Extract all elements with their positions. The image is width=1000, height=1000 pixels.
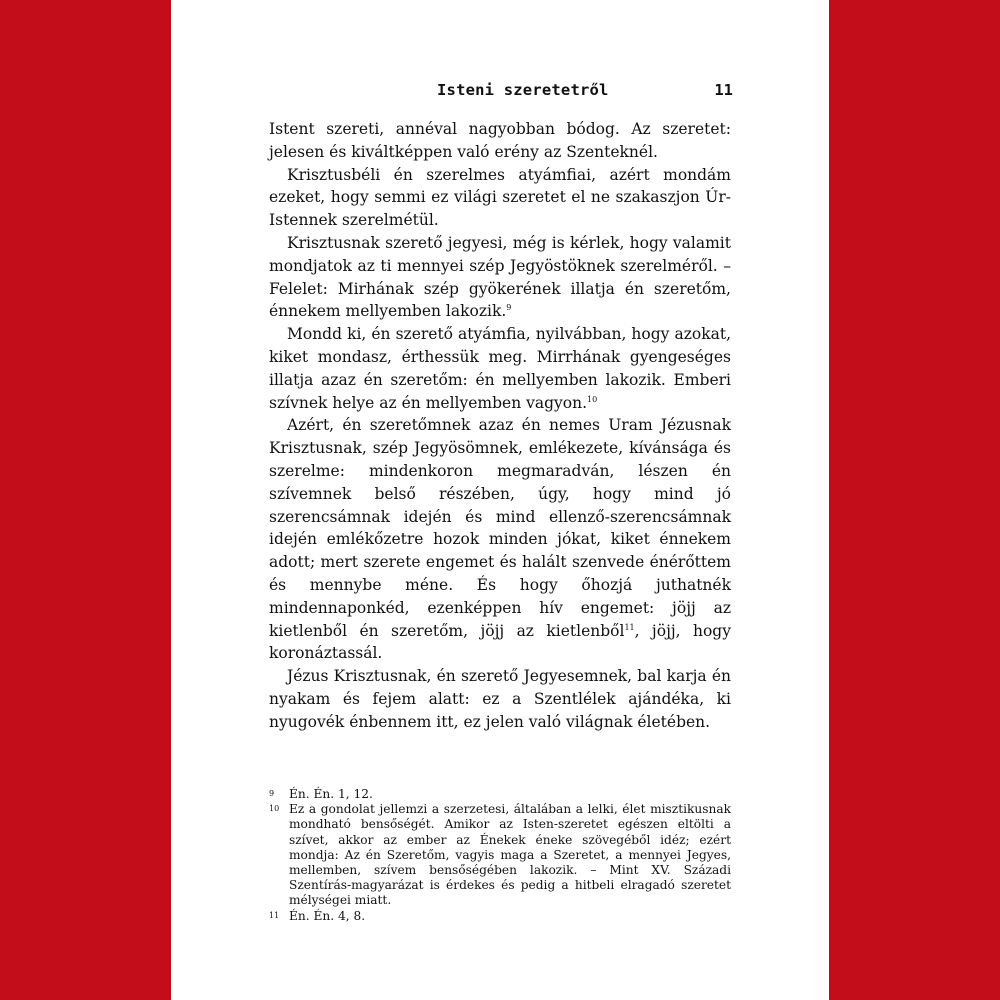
paragraph-text: Istent szereti, annéval nagyobban bódog. Az szeretet: jelesen és kiváltképpen való erény az Szenteknél. [269,120,731,161]
footnote-ref-11: 11 [624,622,635,632]
paragraph-text: Azért, én szeretőmnek azaz én nemes Uram Jézusnak Krisztusnak, szép Jegyösömnek, emlékezete, kívánsága és szerelme: mindenkoron megmaradván, lészen én szívemnek belső részében, úgy, hogy mind jó szerencsámnak idején és mind ellenző-szerencsámnak idején emlékőzetre hozok minden jókat, kiket énnekem adott; mert szerete engemet és halált szenvede énérőttem és mennybe méne. És hogy őhozjá juthatnék mindennaponkéd, ezenképpen hív engemet: jöjj az kietlenből én szeretőm, jöjj az kietlenből [269,416,731,640]
paragraph-2 [269,164,731,232]
page-number: 11 [714,81,733,99]
paragraph-6 [269,665,731,733]
footnote-9 [269,787,731,802]
paragraph-text: Mondd ki, én szerető atyámfia, nyilvábban, hogy azokat, kiket mondasz, érthessük meg. Mirrhának gyengeséges illatja azaz én szeretőm: én mellyemben lakozik. Emberi szívnek helye az én mellyemben vagyon. [269,325,731,412]
footnote-number: 11 [269,910,280,920]
paragraph-3 [269,232,731,323]
paragraph-text: Jézus Krisztusnak, én szerető Jegyesemnek, bal karja én nyakam és fejem alatt: ez a Szentlélek ajándéka, ki nyugovék énbennem itt, ez jelen való világnak életében. [269,667,731,731]
paragraph-5 [269,414,731,665]
footnote-text: Én. Én. 4, 8. [289,908,366,923]
footnote-text: Ez a gondolat jellemzi a szerzetesi, általában a lelki, élet misztikusnak mondható bensőségét. Amikor az Isten-szeretet egészen eltölti a szívet, akkor az ember az Énekek éneke szövegéből idéz; ezért mondja: Az én Szeretőm, vagyis maga a Szeretet, a mennyei Jegyes, mellemben, szívem bensőségében lakozik. – Mint XV. Századi Szentírás-magyarázat is érdekes és pedig a hitbeli elragadó szeretet mélységei miatt. [289,802,731,908]
footnote-text: Én. Én. 1, 12. [289,787,373,801]
paragraph-4 [269,323,731,414]
footnote-11 [269,909,731,924]
body-text [269,118,731,734]
footnotes [269,787,731,924]
paragraph-text: Krisztusnak szerető jegyesi, még is kérlek, hogy valamit mondjatok az ti mennyei szép Jegyöstöknek szerelméről. – Felelet: Mirhának szép gyökerének illatja én szeretőm, énnekem mellyemben lakozik. [269,233,731,321]
paragraph-text: Krisztusbéli én szerelmes atyámfiai, azért mondám ezeket, hogy semmi ez világi szeretet el ne szakaszjon Úr-Istennek szerelmétül. [269,165,731,230]
footnote-10 [269,802,731,908]
footnote-ref-9: 9 [506,303,512,313]
paragraph-text-tail: , jöjj, hogy koronáztassál. [269,621,731,663]
paragraph-1 [269,118,731,164]
page-header [269,79,733,103]
footnote-number: 10 [269,804,280,814]
book-page [171,0,829,1000]
footnote-ref-10: 10 [587,394,598,404]
running-title: Isteni szeretetről [437,81,609,99]
footnote-number: 9 [269,789,275,798]
